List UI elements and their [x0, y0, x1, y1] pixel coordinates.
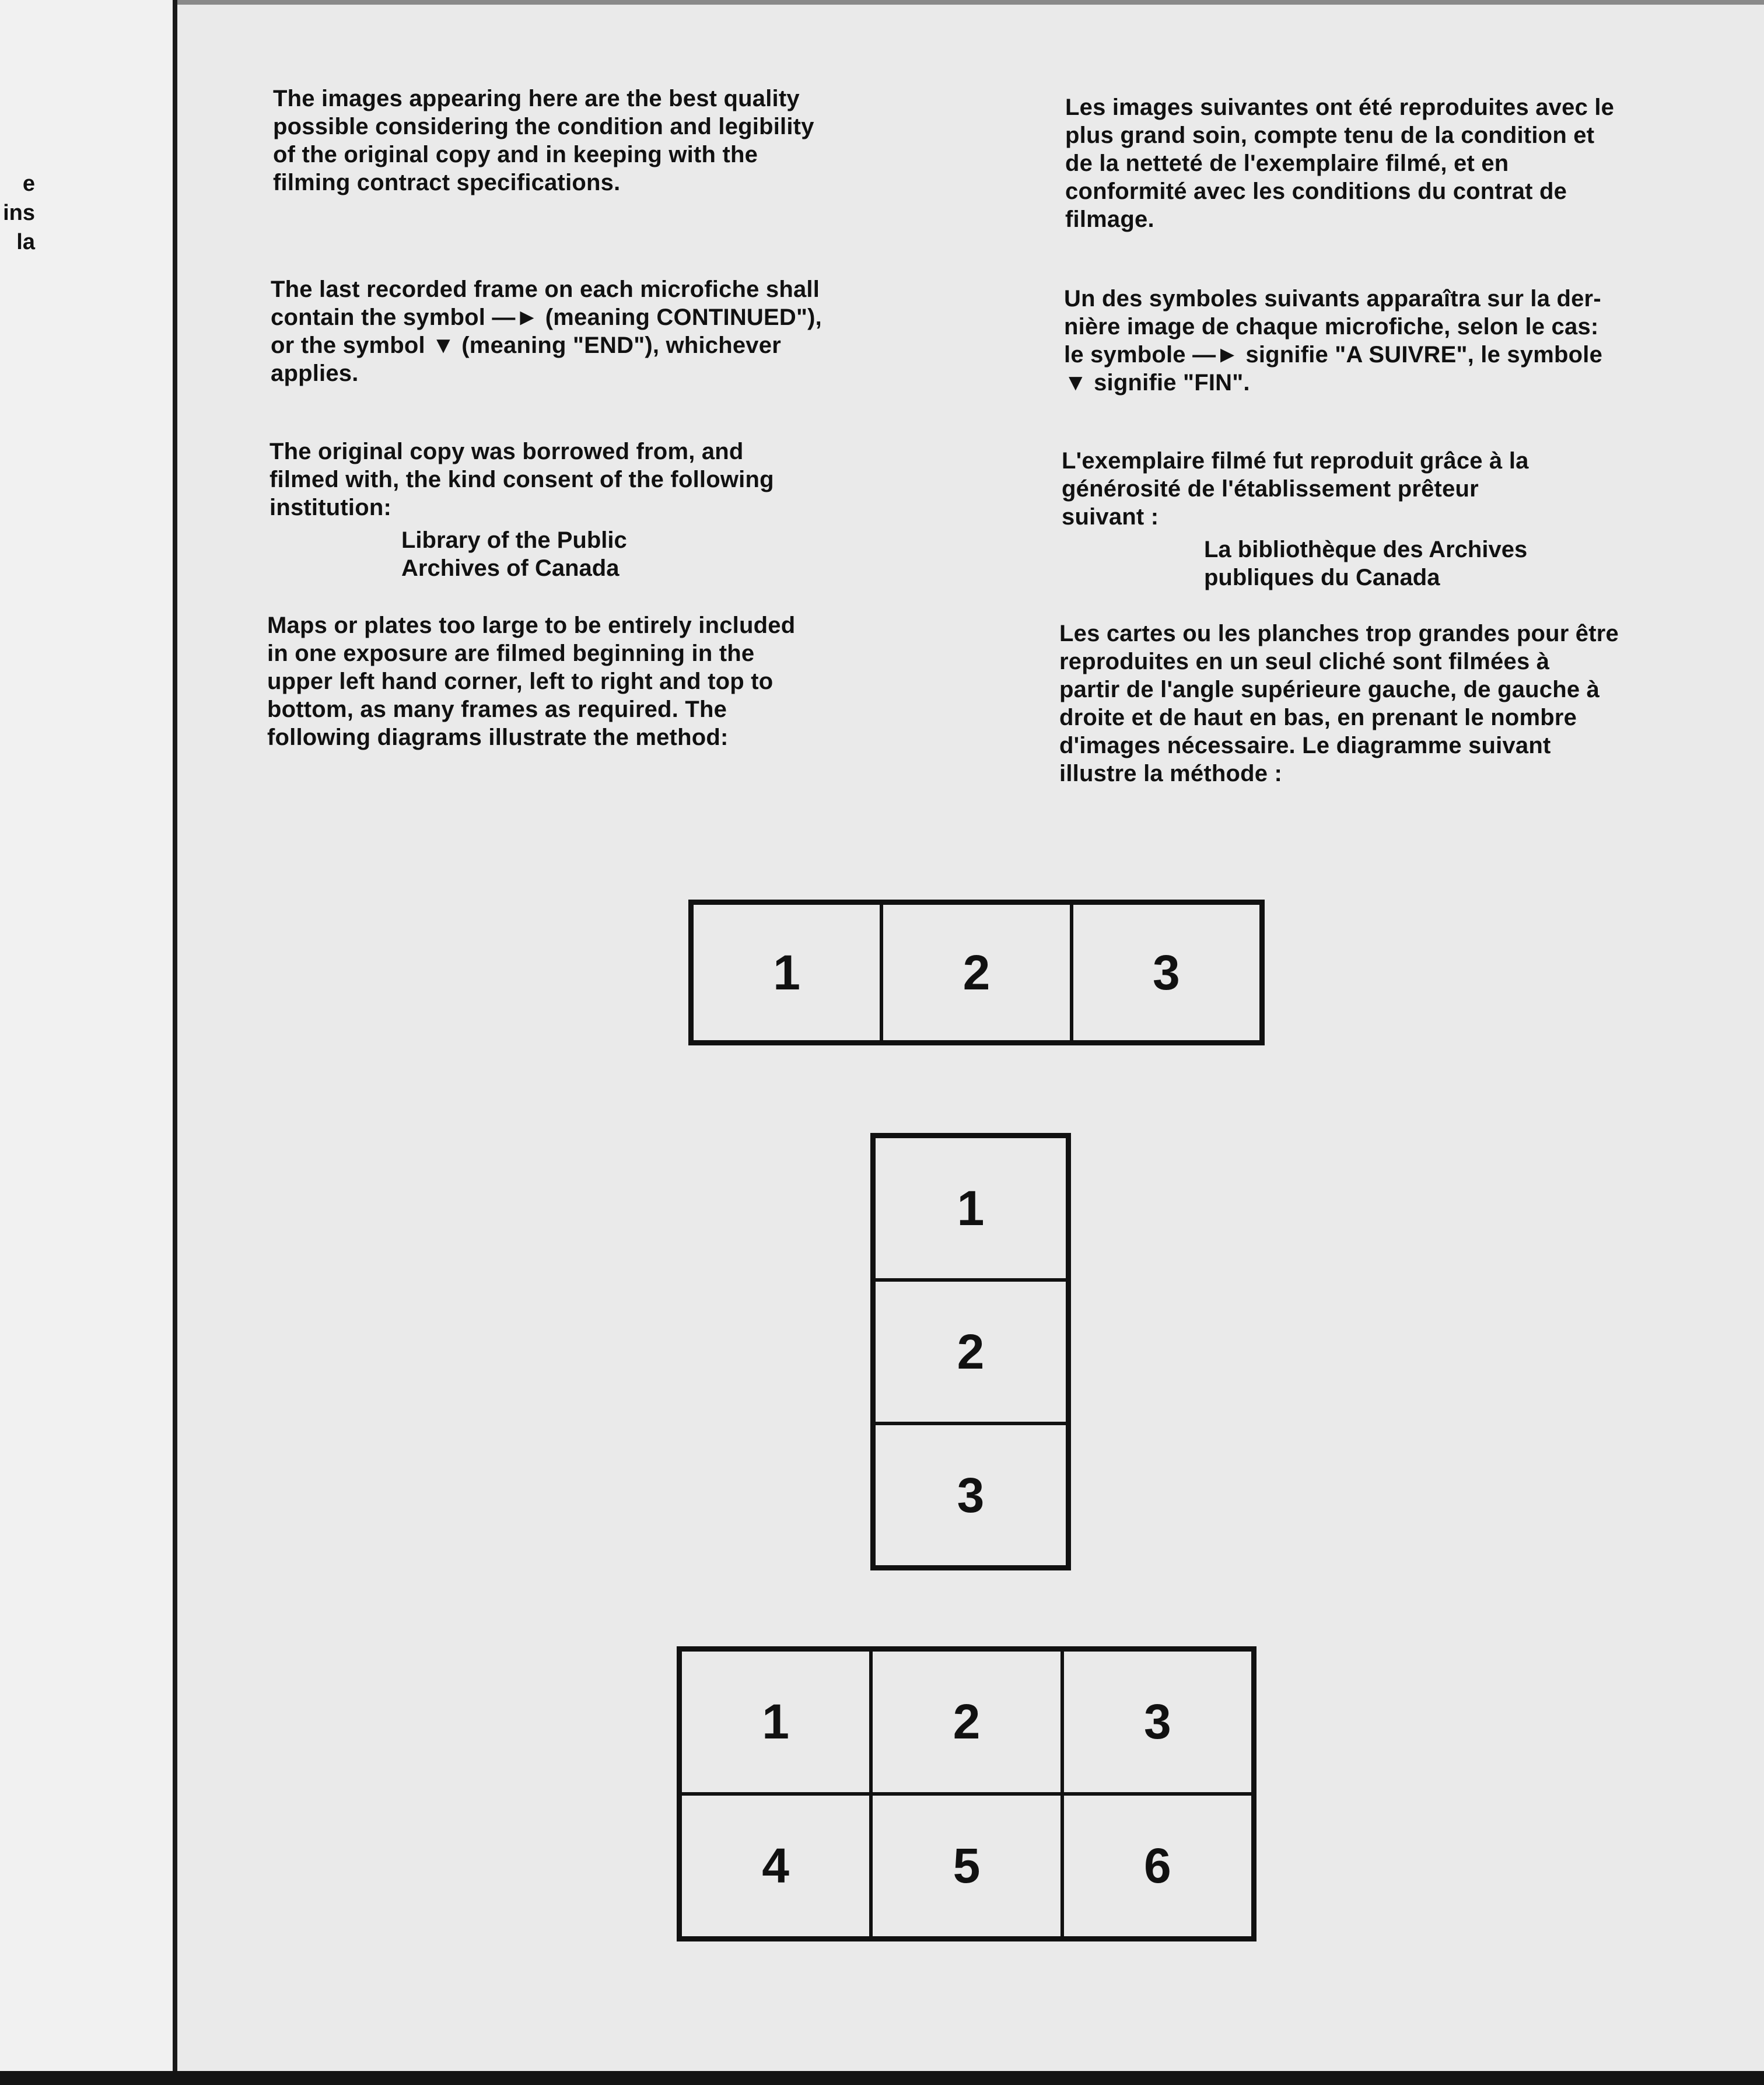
- top-edge: [175, 0, 1764, 5]
- frame-cell: 1: [692, 903, 881, 1042]
- french-source-paragraph: L'exemplaire filmé fut reproduit grâce à la générosité de l'établissement prêteur suivant :: [1062, 448, 1529, 530]
- diagram-column-three: [870, 1133, 1071, 1570]
- french-method-paragraph: Les cartes ou les planches trop grandes pour être reproduites en un seul cliché sont filmées à partir de l'angle supérieure gauche, de gauche à droite et de haut en bas, en prenant le nombre d'images nécessaire. Le diagramme suivant illustre la méthode :: [1059, 621, 1619, 786]
- margin-fragment: e: [22, 172, 35, 196]
- english-symbol-paragraph: The last recorded frame on each microfiche shall contain the symbol —► (meaning CONTINUED"), or the symbol ▼ (meaning "END"), whichever applies.: [271, 277, 822, 386]
- frame-cell: 2: [874, 1280, 1068, 1423]
- left-margin-strip: [0, 0, 175, 2085]
- frame-cell: 3: [1062, 1650, 1253, 1794]
- frame-cell: 3: [874, 1423, 1068, 1567]
- english-institution-name: Library of the Public Archives of Canada: [401, 527, 627, 581]
- french-symbol-paragraph: Un des symboles suivants apparaîtra sur la der- nière image de chaque microfiche, selon le cas: le symbole —► signifie "A SUIVRE", le symbole ▼ signifie "FIN".: [1064, 286, 1603, 396]
- frame-cell: 4: [680, 1794, 871, 1938]
- margin-text-fragments: [0, 169, 35, 257]
- frame-cell: 2: [871, 1650, 1062, 1794]
- vertical-frame-rule: [173, 0, 177, 2085]
- english-source-paragraph: The original copy was borrowed from, and filmed with, the kind consent of the following institution:: [270, 439, 774, 520]
- french-institution-name: La bibliothèque des Archives publiques du Canada: [1204, 537, 1528, 590]
- english-quality-paragraph: The images appearing here are the best quality possible considering the condition and legibility of the original copy and in keeping with the filming contract specifications.: [273, 86, 814, 195]
- frame-cell: 1: [874, 1136, 1068, 1280]
- margin-fragment: ins: [3, 201, 35, 225]
- margin-fragment: la: [16, 230, 35, 254]
- frame-cell: 2: [881, 903, 1071, 1042]
- frame-cell: 6: [1062, 1794, 1253, 1938]
- diagram-grid-six: [677, 1646, 1256, 1941]
- english-method-paragraph: Maps or plates too large to be entirely included in one exposure are filmed beginning in the upper left hand corner, left to right and top to bottom, as many frames as required. The following diagrams illustrate the method:: [267, 613, 796, 750]
- diagram-row-three: [688, 900, 1265, 1045]
- frame-cell: 3: [1072, 903, 1261, 1042]
- frame-cell: 1: [680, 1650, 871, 1794]
- french-quality-paragraph: Les images suivantes ont été reproduites avec le plus grand soin, compte tenu de la condition et de la netteté de l'exemplaire filmé, et en conformité avec les conditions du contrat de filmage.: [1065, 95, 1615, 232]
- frame-cell: 5: [871, 1794, 1062, 1938]
- bottom-frame-rule: [0, 2071, 1764, 2085]
